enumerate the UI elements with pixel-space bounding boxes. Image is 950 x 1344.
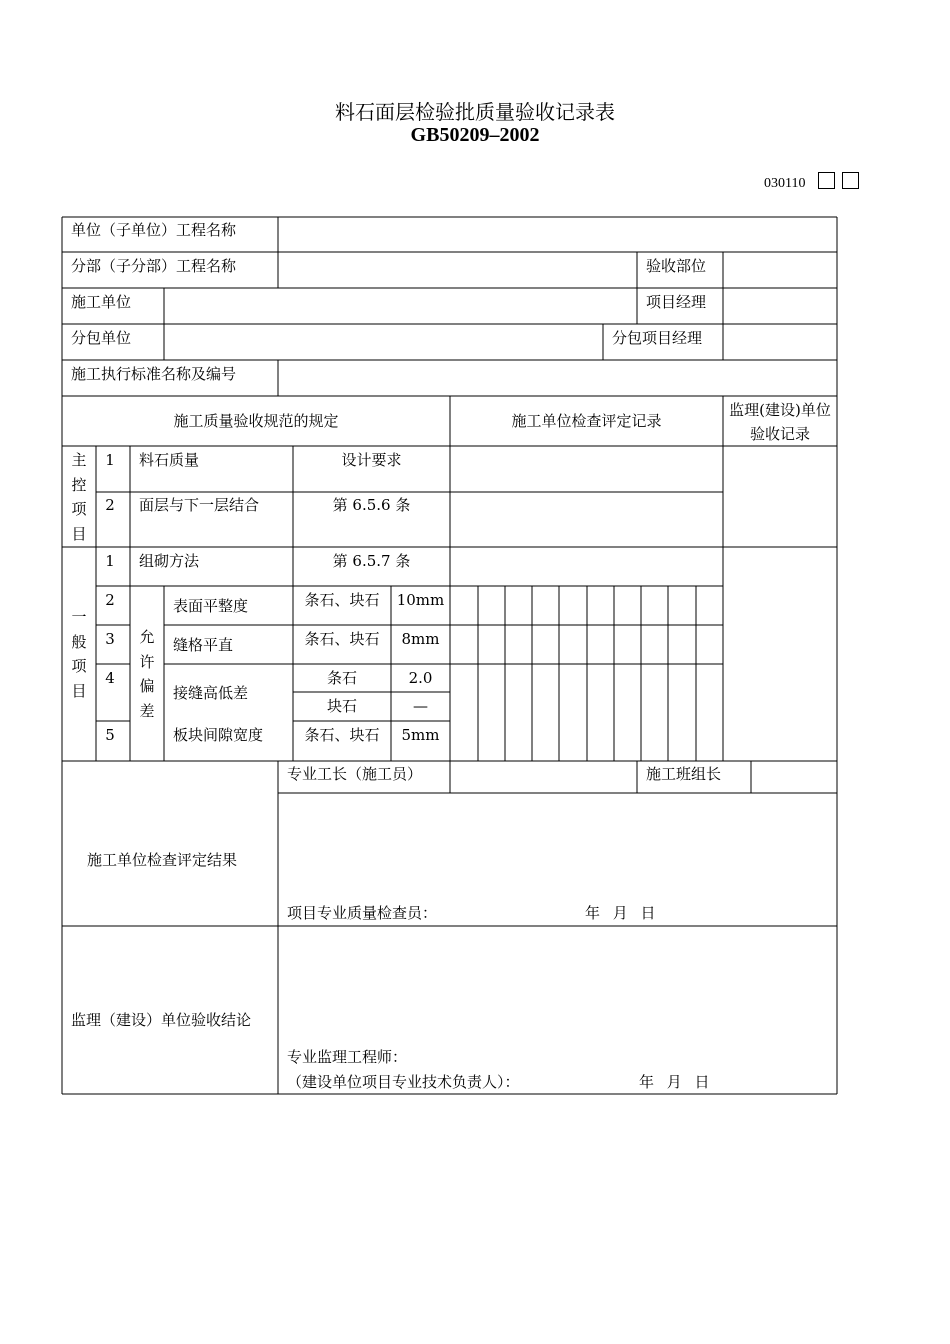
main-item-1-name: 料石质量 [139,451,200,469]
subcontract-unit-label: 分包单位 [71,329,132,347]
general-item-5-no: 5 [105,726,115,744]
tech-lead-label: （建设单位项目专业技术负责人）： [287,1073,520,1091]
construction-unit-label: 施工单位 [71,293,132,311]
general-item-2-name: 表面平整度 [173,597,249,615]
foreman-label: 专业工长（施工员） [287,765,423,783]
standard-code: GB50209–2002 [410,124,540,146]
acceptance-location-label: 验收部位 [646,257,707,275]
main-item-1-no: 1 [105,451,115,469]
general-item-2-value: 10mm [396,591,445,609]
general-item-1-name: 组砌方法 [139,552,200,570]
general-item-1-requirement: 第 6.5.7 条 [332,552,411,570]
general-item-4-no: 4 [105,669,115,687]
general-item-3-type: 条石、块石 [304,630,380,648]
supervision-conclusion-label: 监理（建设）单位验收结论 [71,1011,252,1029]
general-item-3-no: 3 [105,630,115,648]
general-item-5-value: 5mm [401,726,440,744]
form-number: 030110 [764,176,806,191]
supervision-date-label: 年 月 日 [639,1073,710,1091]
general-item-3-name: 缝格平直 [173,636,234,654]
form-title: 料石面层检验批质量验收记录表 [335,100,615,124]
general-item-5-name: 板块间隙宽度 [173,726,264,744]
subcontract-manager-label: 分包项目经理 [612,329,703,347]
general-item-4-type-a: 条石 [326,669,357,687]
construction-date-label: 年 月 日 [585,904,656,922]
sub-project-name-label: 分部（子分部）工程名称 [71,257,237,275]
allowed-deviation-label: 允许偏差 [139,628,155,720]
general-item-2-no: 2 [105,591,115,609]
general-item-4-name: 接缝高低差 [173,684,249,702]
unit-project-name-label: 单位（子单位）工程名称 [71,221,237,239]
supervision-engineer-label: 专业监理工程师： [287,1048,408,1066]
quality-inspector-label: 项目专业质量检查员： [287,904,438,922]
general-item-4-value-b: — [413,697,428,715]
main-item-2-no: 2 [105,496,115,514]
general-item-2-type: 条石、块石 [304,591,380,609]
general-item-1-no: 1 [105,552,115,570]
main-item-2-requirement: 第 6.5.6 条 [332,496,411,514]
construction-result-label: 施工单位检查评定结果 [87,851,238,869]
general-item-5-type: 条石、块石 [304,726,380,744]
project-manager-label: 项目经理 [646,293,707,311]
construction-check-header: 施工单位检查评定记录 [511,412,662,430]
general-item-4-value-a: 2.0 [408,669,433,687]
general-item-3-value: 8mm [401,630,440,648]
general-items-group-label: 一般项目 [71,608,87,700]
team-leader-label: 施工班组长 [646,765,722,783]
main-item-1-requirement: 设计要求 [341,451,402,469]
spec-rules-header: 施工质量验收规范的规定 [173,412,339,430]
main-item-2-name: 面层与下一层结合 [139,496,260,514]
general-item-4-type-b: 块石 [326,697,357,715]
supervision-record-header: 监理(建设)单位验收记录 [729,401,831,443]
main-items-group-label: 主控项目 [71,451,87,543]
standard-name-label: 施工执行标准名称及编号 [71,365,237,383]
